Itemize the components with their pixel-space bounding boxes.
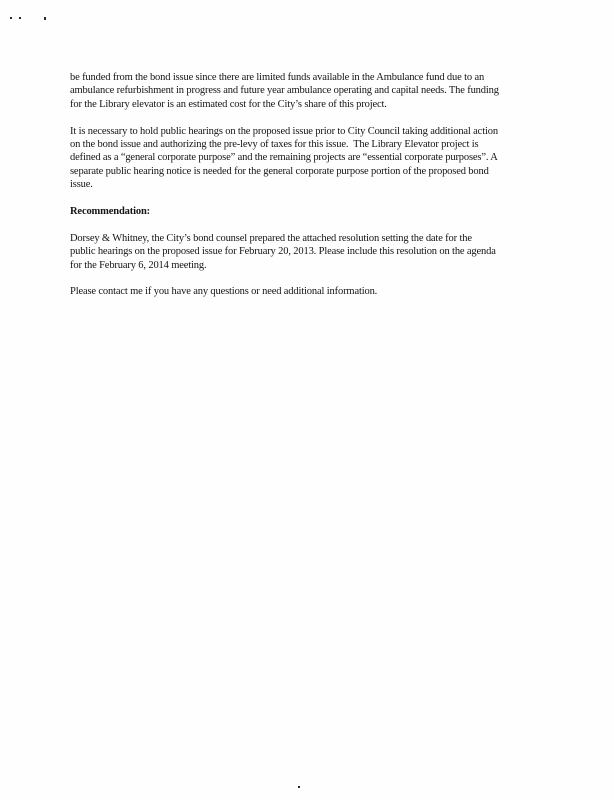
text-line: public hearings on the proposed issue for February 20, 2013. Please include this resolution on the agenda [70, 246, 496, 258]
memo-body-text [70, 71, 550, 312]
paragraph-funding [70, 71, 550, 111]
text-line: on the bond issue and authorizing the pre-levy of taxes for this issue. The Library Elevator project is [70, 139, 479, 151]
recommendation-heading [70, 205, 550, 218]
scan-speck [10, 17, 12, 19]
scan-speck [44, 17, 46, 20]
heading-text: Recommendation: [70, 206, 150, 218]
scan-speck [19, 17, 21, 19]
text-line: issue. [70, 179, 93, 191]
text-line: be funded from the bond issue since there are limited funds available in the Ambulance fund due to an [70, 72, 485, 83]
text-line: It is necessary to hold public hearings on the proposed issue prior to City Council taking additional action [70, 125, 498, 137]
text-line: Please contact me if you have any questions or need additional information. [70, 286, 378, 298]
scan-speck [298, 786, 300, 788]
paragraph-bond-counsel [70, 232, 550, 272]
text-line: Dorsey & Whitney, the City’s bond counsel prepared the attached resolution setting the date for the [70, 232, 472, 244]
text-line: for the Library elevator is an estimated cost for the City’s share of this project. [70, 98, 387, 110]
paragraph-public-hearings [70, 125, 550, 192]
text-line: defined as a “general corporate purpose” and the remaining projects are “essential corporate purposes”. A [70, 152, 498, 164]
paragraph-contact [70, 285, 550, 298]
text-line: ambulance refurbishment in progress and future year ambulance operating and capital needs. The funding [70, 85, 499, 97]
text-line: for the February 6, 2014 meeting. [70, 259, 207, 271]
text-line: separate public hearing notice is needed for the general corporate purpose portion of the proposed bond [70, 165, 489, 177]
